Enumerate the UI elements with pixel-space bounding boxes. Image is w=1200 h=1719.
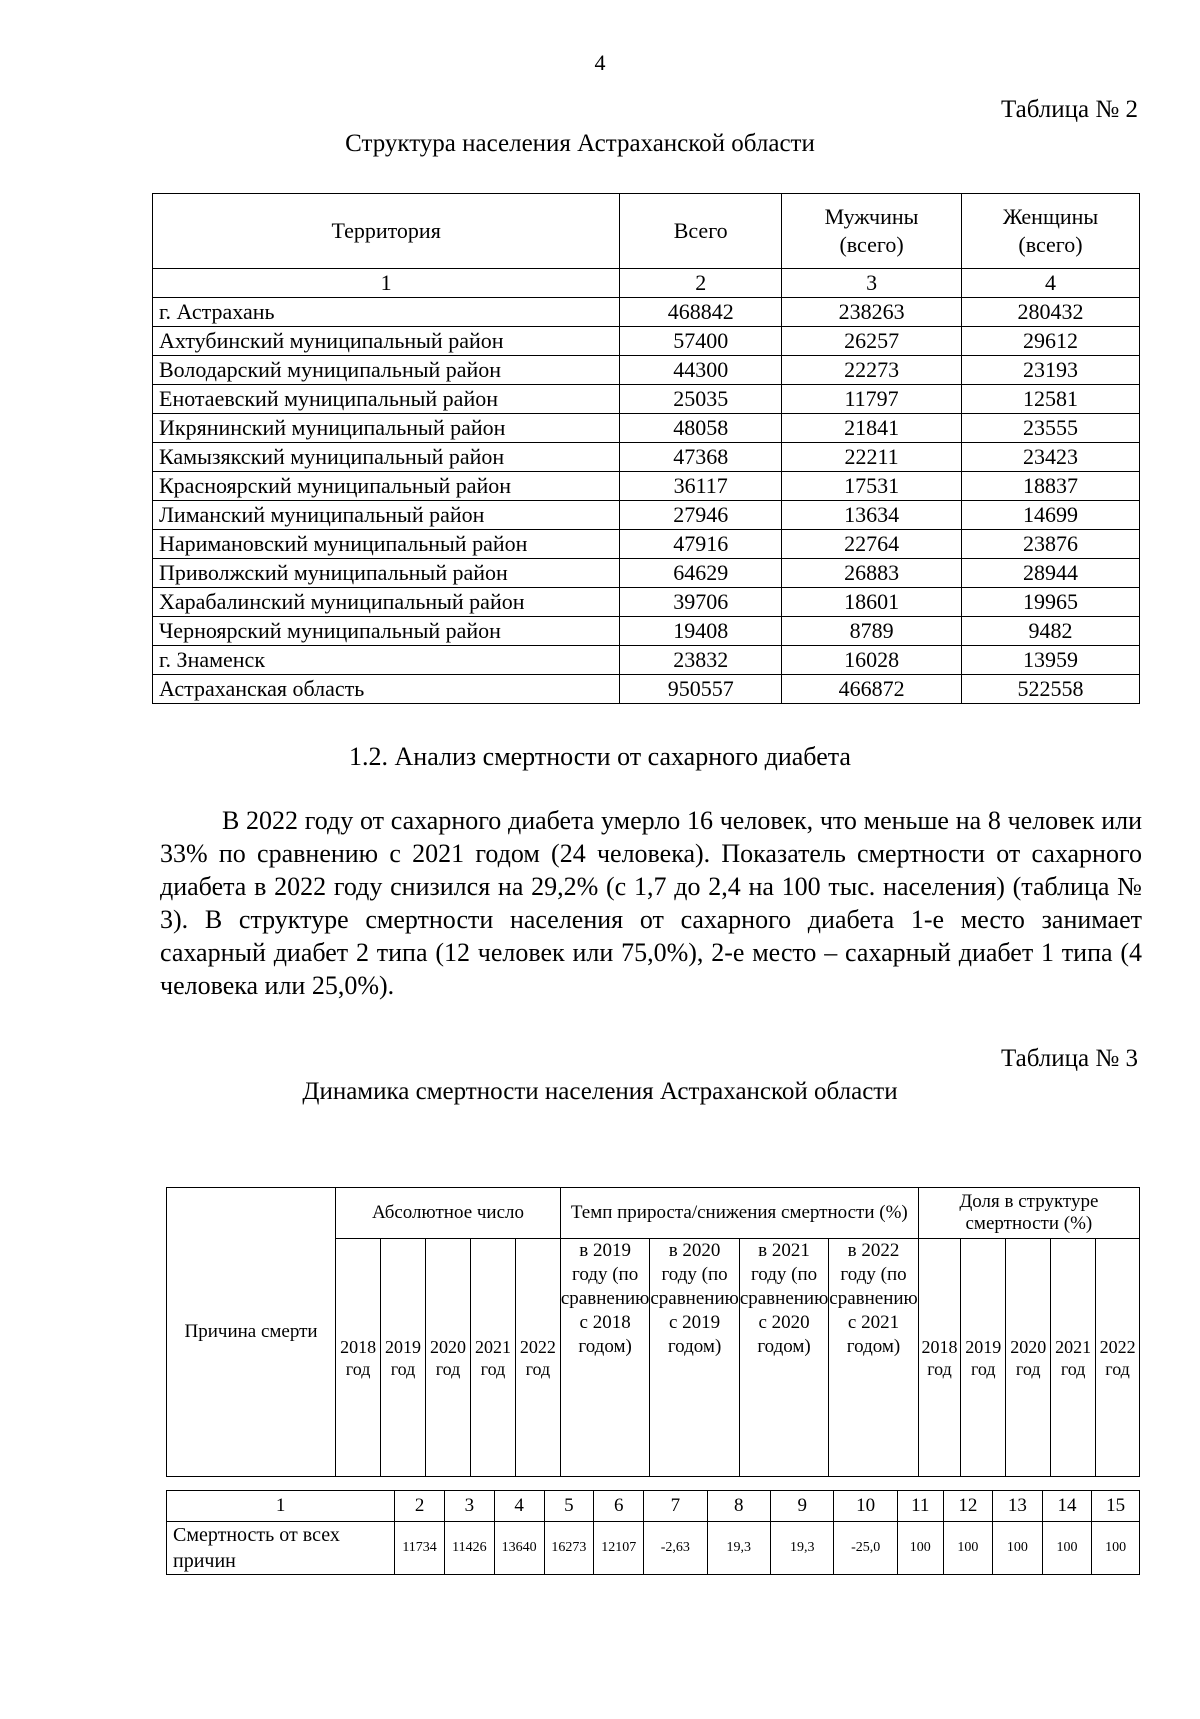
women-value: 280432: [962, 298, 1140, 327]
table-header-row: [153, 194, 1140, 269]
column-number: 3: [782, 269, 962, 298]
growth-value: 19,3: [707, 1522, 770, 1575]
women-value: 9482: [962, 617, 1140, 646]
column-number: 1: [153, 269, 620, 298]
territory-name: Икрянинский муниципальный район: [153, 414, 620, 443]
table-row: [153, 472, 1140, 501]
women-value: 12581: [962, 385, 1140, 414]
header-territory: Территория: [153, 194, 620, 269]
men-value: 18601: [782, 588, 962, 617]
total-value: 36117: [620, 472, 782, 501]
total-value: 48058: [620, 414, 782, 443]
women-value: 18837: [962, 472, 1140, 501]
territory-name: Ахтубинский муниципальный район: [153, 327, 620, 356]
men-value: 238263: [782, 298, 962, 327]
share-year: 2020 год: [1006, 1239, 1051, 1477]
column-number: 9: [771, 1491, 834, 1522]
total-value: 47368: [620, 443, 782, 472]
abs-year: 2021 год: [470, 1239, 515, 1477]
total-value: 27946: [620, 501, 782, 530]
table-row: [153, 385, 1140, 414]
column-number: 13: [993, 1491, 1043, 1522]
women-value: 522558: [962, 675, 1140, 704]
column-number: 8: [707, 1491, 770, 1522]
column-number: 11: [897, 1491, 943, 1522]
territory-name: Володарский муниципальный район: [153, 356, 620, 385]
abs-year: 2022 год: [515, 1239, 560, 1477]
table-row: [153, 327, 1140, 356]
total-value: 25035: [620, 385, 782, 414]
women-value: 19965: [962, 588, 1140, 617]
table-row: [153, 298, 1140, 327]
territory-name: г. Астрахань: [153, 298, 620, 327]
abs-year: 2018 год: [336, 1239, 381, 1477]
men-value: 22211: [782, 443, 962, 472]
column-number: 14: [1042, 1491, 1092, 1522]
growth-value: 19,3: [771, 1522, 834, 1575]
header-men: Мужчины (всего): [782, 194, 962, 269]
table-header-row: [167, 1188, 1140, 1239]
men-value: 11797: [782, 385, 962, 414]
growth-col: в 2021 году (по сравнению с 2020 годом): [739, 1239, 828, 1477]
territory-name: Камызякский муниципальный район: [153, 443, 620, 472]
table2-label: Таблица № 2: [1000, 96, 1138, 123]
header-women: Женщины (всего): [962, 194, 1140, 269]
men-value: 21841: [782, 414, 962, 443]
total-value: 57400: [620, 327, 782, 356]
women-value: 23423: [962, 443, 1140, 472]
abs-value: 16273: [544, 1522, 594, 1575]
total-value: 39706: [620, 588, 782, 617]
column-number: 4: [494, 1491, 544, 1522]
column-number: 7: [644, 1491, 707, 1522]
share-value: 100: [1092, 1522, 1140, 1575]
growth-col: в 2022 году (по сравнению с 2021 годом): [829, 1239, 918, 1477]
growth-col: в 2019 году (по сравнению с 2018 годом): [560, 1239, 649, 1477]
share-value: 100: [943, 1522, 993, 1575]
territory-name: Лиманский муниципальный район: [153, 501, 620, 530]
territory-name: Черноярский муниципальный район: [153, 617, 620, 646]
total-value: 19408: [620, 617, 782, 646]
share-year: 2019 год: [961, 1239, 1006, 1477]
mortality-table-header: [166, 1187, 1140, 1477]
mortality-table-body: [166, 1490, 1140, 1575]
table-row: [153, 501, 1140, 530]
women-value: 29612: [962, 327, 1140, 356]
abs-value: 11426: [444, 1522, 494, 1575]
section-heading: 1.2. Анализ смертности от сахарного диабета: [349, 742, 851, 771]
header-total: Всего: [620, 194, 782, 269]
total-value: 47916: [620, 530, 782, 559]
column-number: 2: [620, 269, 782, 298]
column-number-row: [153, 269, 1140, 298]
total-value: 468842: [620, 298, 782, 327]
table-row: [153, 617, 1140, 646]
women-value: 28944: [962, 559, 1140, 588]
territory-name: Красноярский муниципальный район: [153, 472, 620, 501]
table-row: [153, 356, 1140, 385]
header-share: Доля в структуре смертности (%): [918, 1188, 1139, 1239]
men-value: 22764: [782, 530, 962, 559]
total-value: 950557: [620, 675, 782, 704]
men-value: 13634: [782, 501, 962, 530]
men-value: 17531: [782, 472, 962, 501]
share-value: 100: [1042, 1522, 1092, 1575]
total-value: 23832: [620, 646, 782, 675]
territory-name: Харабалинский муниципальный район: [153, 588, 620, 617]
column-number: 4: [962, 269, 1140, 298]
total-value: 44300: [620, 356, 782, 385]
table-row: [153, 588, 1140, 617]
header-cause: Причина смерти: [167, 1188, 336, 1477]
table-row: [153, 646, 1140, 675]
growth-value: -2,63: [644, 1522, 707, 1575]
population-table: [152, 193, 1140, 704]
share-value: 100: [897, 1522, 943, 1575]
men-value: 26883: [782, 559, 962, 588]
table2-title: Структура населения Астраханской области: [345, 130, 815, 157]
header-absolute: Абсолютное число: [336, 1188, 561, 1239]
abs-value: 11734: [395, 1522, 445, 1575]
table-row: [153, 530, 1140, 559]
column-number: 6: [594, 1491, 644, 1522]
men-value: 22273: [782, 356, 962, 385]
territory-name: Енотаевский муниципальный район: [153, 385, 620, 414]
share-year: 2022 год: [1096, 1239, 1140, 1477]
territory-name: Астраханская область: [153, 675, 620, 704]
women-value: 13959: [962, 646, 1140, 675]
territory-name: Приволжский муниципальный район: [153, 559, 620, 588]
header-growth: Темп прироста/снижения смертности (%): [560, 1188, 918, 1239]
total-value: 64629: [620, 559, 782, 588]
body-paragraph: В 2022 году от сахарного диабета умерло 16 человек, что меньше на 8 человек или 33% по сравнению с 2021 годом (24 человека). Показатель смертности от сахарного диабета в 2022 году снизился на 29,2% (с 1,7 до 2,4 на 100 тыс. населения) (таблица № 3). В структуре смертности населения от сахарного диабета 1-е место занимает сахарный диабет 2 типа (12 человек или 75,0%), 2-е место – сахарный диабет 1 типа (4 человека или 25,0%).: [160, 806, 1142, 1000]
growth-value: -25,0: [834, 1522, 897, 1575]
table3-label: Таблица № 3: [1000, 1045, 1138, 1072]
table-row: [167, 1522, 1140, 1575]
column-number: 1: [167, 1491, 395, 1522]
table-row: [153, 414, 1140, 443]
table-row: [153, 443, 1140, 472]
abs-year: 2019 год: [381, 1239, 426, 1477]
share-year: 2021 год: [1051, 1239, 1096, 1477]
column-number-row: [167, 1491, 1140, 1522]
column-number: 2: [395, 1491, 445, 1522]
abs-value: 13640: [494, 1522, 544, 1575]
share-year: 2018 год: [918, 1239, 961, 1477]
column-number: 12: [943, 1491, 993, 1522]
column-number: 10: [834, 1491, 897, 1522]
table-row: [153, 559, 1140, 588]
column-number: 15: [1092, 1491, 1140, 1522]
territory-name: г. Знаменск: [153, 646, 620, 675]
growth-col: в 2020 году (по сравнению с 2019 годом): [650, 1239, 739, 1477]
men-value: 16028: [782, 646, 962, 675]
men-value: 8789: [782, 617, 962, 646]
table-row-total: [153, 675, 1140, 704]
men-value: 26257: [782, 327, 962, 356]
abs-value: 12107: [594, 1522, 644, 1575]
women-value: 14699: [962, 501, 1140, 530]
cause-name: Смертность от всех причин: [167, 1522, 395, 1575]
share-value: 100: [993, 1522, 1043, 1575]
women-value: 23193: [962, 356, 1140, 385]
women-value: 23555: [962, 414, 1140, 443]
abs-year: 2020 год: [426, 1239, 471, 1477]
column-number: 3: [444, 1491, 494, 1522]
table3-title: Динамика смертности населения Астраханской области: [302, 1078, 898, 1105]
page-number: 4: [594, 50, 606, 75]
column-number: 5: [544, 1491, 594, 1522]
men-value: 466872: [782, 675, 962, 704]
territory-name: Наримановский муниципальный район: [153, 530, 620, 559]
women-value: 23876: [962, 530, 1140, 559]
